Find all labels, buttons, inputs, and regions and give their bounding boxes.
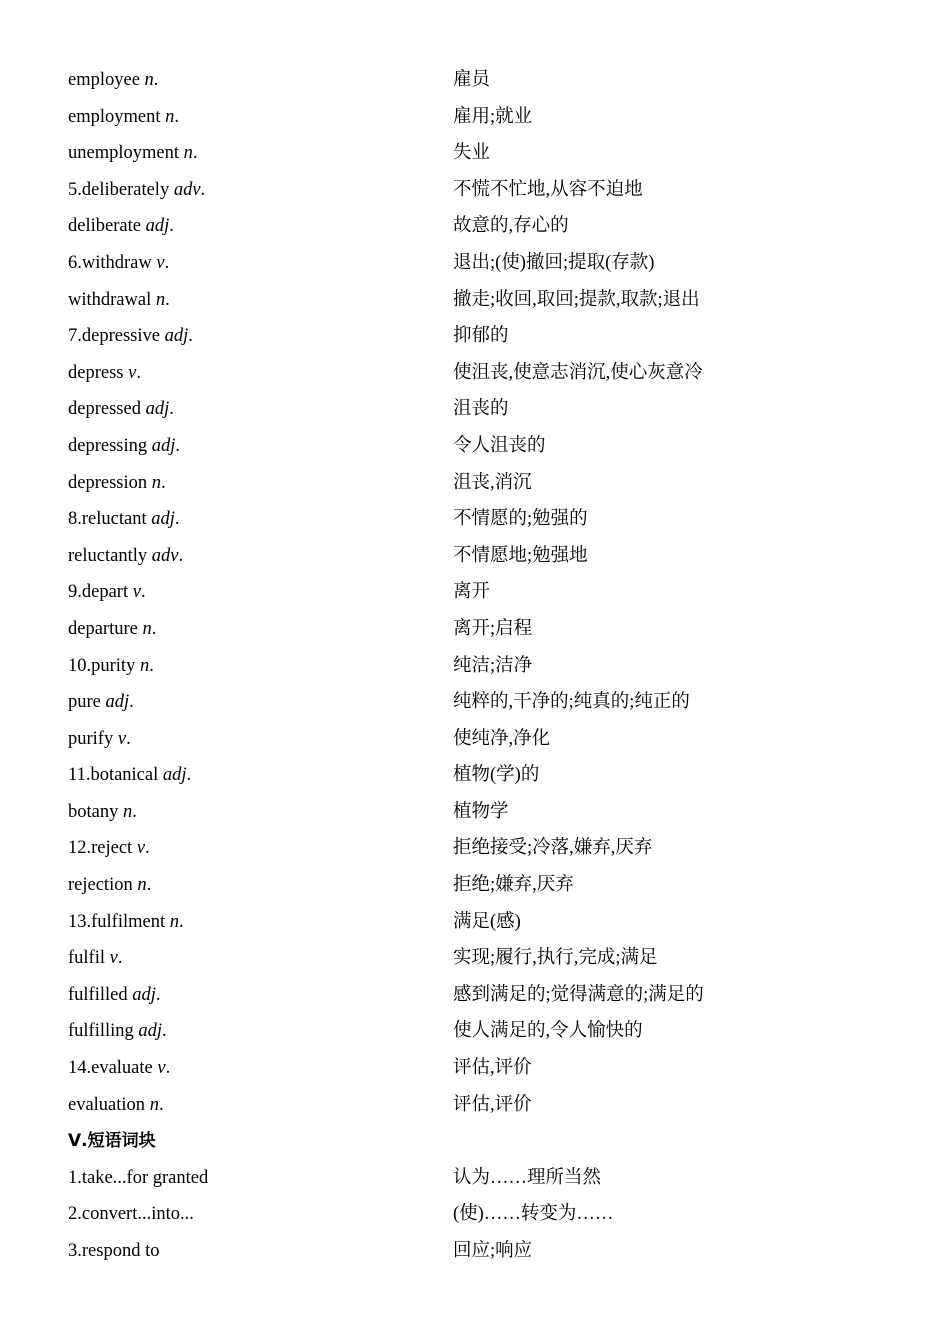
- word-meaning: 离开: [453, 582, 491, 603]
- word-entry: [0, 721, 950, 758]
- word-term: reluctantly adv.: [68, 545, 184, 566]
- word-meaning: 评估,评价: [453, 1058, 532, 1079]
- part-of-speech: adv: [173, 179, 201, 200]
- word-meaning: 雇员: [453, 70, 491, 90]
- word-entry: [0, 538, 950, 575]
- part-of-speech: adj: [164, 326, 189, 347]
- word-meaning: 不情愿的;勉强的: [453, 509, 588, 530]
- word-term: deliberate adj.: [68, 216, 174, 237]
- word-term: depressing adj.: [68, 435, 181, 456]
- word-term: 9.depart v.: [68, 582, 146, 603]
- part-of-speech: v: [128, 362, 137, 383]
- part-of-speech: adj: [162, 765, 187, 786]
- word-term: fulfilled adj.: [68, 984, 161, 1005]
- word-text: depressing: [68, 435, 152, 456]
- word-text: 13.fulfilment: [68, 911, 170, 932]
- word-text: 12.reject: [68, 838, 137, 859]
- word-meaning: 沮丧,消沉: [453, 472, 532, 493]
- word-text: withdrawal: [68, 289, 156, 310]
- part-of-speech: n: [122, 801, 133, 822]
- word-text: 9.depart: [68, 582, 133, 603]
- part-of-speech: n: [155, 289, 166, 310]
- part-of-speech: n: [151, 472, 161, 493]
- word-meaning: 使人满足的,令人愉快的: [453, 1021, 643, 1042]
- word-term: fulfilling adj.: [68, 1021, 167, 1042]
- word-term: fulfil v.: [68, 948, 123, 969]
- word-entry: [0, 62, 950, 99]
- part-of-speech: adj: [138, 1021, 163, 1042]
- word-meaning: 使纯净,净化: [453, 728, 551, 749]
- phrase-text: 1.take...for granted: [68, 1167, 209, 1188]
- word-text: 6.withdraw: [68, 252, 157, 273]
- word-term: 6.withdraw v.: [68, 252, 170, 273]
- word-entry: [0, 830, 950, 867]
- word-meaning: 令人沮丧的: [453, 435, 546, 456]
- word-meaning: 使沮丧,使意志消沉,使心灰意冷: [453, 362, 703, 383]
- word-term: unemployment n.: [68, 143, 198, 164]
- word-entry: [0, 172, 950, 209]
- phrase-text: 3.respond to: [68, 1241, 160, 1261]
- word-entry: [0, 648, 950, 685]
- word-term: evaluation n.: [68, 1094, 164, 1115]
- word-entry: [0, 282, 950, 319]
- part-of-speech: v: [136, 838, 146, 859]
- word-text: depress: [68, 362, 129, 383]
- word-term: 13.fulfilment n.: [68, 911, 184, 932]
- word-meaning: 拒绝接受;冷落,嫌弃,厌弃: [453, 838, 653, 859]
- part-of-speech: adj: [145, 399, 170, 420]
- word-term: 11.botanical adj.: [68, 765, 192, 786]
- word-entry: [0, 574, 950, 611]
- word-meaning: 故意的,存心的: [453, 216, 569, 237]
- word-text: 7.depressive: [68, 326, 165, 347]
- part-of-speech: n: [139, 655, 150, 676]
- word-meaning: 纯粹的,干净的;纯真的;纯正的: [453, 692, 690, 713]
- word-term: withdrawal n.: [68, 289, 170, 310]
- word-text: evaluation: [68, 1094, 150, 1115]
- part-of-speech: adj: [151, 435, 176, 456]
- word-text: unemployment: [68, 143, 184, 164]
- word-meaning: 失业: [453, 143, 491, 164]
- part-of-speech: n: [142, 618, 152, 639]
- word-entry: [0, 245, 950, 282]
- part-of-speech: adj: [105, 692, 130, 713]
- word-meaning: 感到满足的;觉得满意的;满足的: [453, 984, 704, 1005]
- part-of-speech: v: [157, 1058, 166, 1079]
- word-entry: [0, 1013, 950, 1050]
- word-text: fulfilling: [68, 1021, 139, 1042]
- part-of-speech: n: [169, 911, 179, 932]
- word-text: employment: [68, 106, 166, 127]
- word-meaning: 不慌不忙地,从容不迫地: [453, 179, 643, 200]
- word-entry: [0, 465, 950, 502]
- part-of-speech: adv: [151, 545, 179, 566]
- word-text: departure: [68, 618, 143, 639]
- word-term: 7.depressive adj.: [68, 326, 193, 347]
- word-text: fulfil: [68, 948, 110, 969]
- word-meaning: 沮丧的: [453, 399, 509, 420]
- part-of-speech: v: [117, 728, 127, 749]
- word-term: employee n.: [68, 70, 159, 90]
- word-text: 8.reluctant: [68, 509, 152, 530]
- word-text: 11.botanical: [68, 765, 163, 786]
- word-meaning: 实现;履行,执行,完成;满足: [453, 948, 658, 969]
- phrase-meaning: 认为……理所当然: [453, 1167, 602, 1188]
- word-entry: [0, 355, 950, 392]
- word-list: [0, 62, 950, 1123]
- word-term: purify v.: [68, 728, 131, 749]
- word-text: botany: [68, 801, 123, 822]
- word-term: depress v.: [68, 362, 141, 383]
- vocabulary-page: [0, 62, 950, 1270]
- word-entry: [0, 940, 950, 977]
- word-entry: [0, 208, 950, 245]
- word-meaning: 拒绝;嫌弃,厌弃: [453, 875, 574, 896]
- word-entry: [0, 1050, 950, 1087]
- phrase-meaning: 回应;响应: [453, 1241, 533, 1261]
- word-meaning: 满足(感): [453, 911, 521, 932]
- word-entry: [0, 391, 950, 428]
- part-of-speech: v: [132, 582, 141, 603]
- word-text: purify: [68, 728, 118, 749]
- word-meaning: 雇用;就业: [453, 106, 533, 127]
- word-text: employee: [68, 70, 145, 90]
- word-term: 8.reluctant adj.: [68, 509, 180, 530]
- phrase-text: 2.convert...into...: [68, 1204, 194, 1225]
- phrase-list: [0, 1160, 950, 1270]
- word-entry: [0, 99, 950, 136]
- word-term: rejection n.: [68, 875, 152, 896]
- word-term: depressed adj.: [68, 399, 174, 420]
- word-meaning: 植物学: [453, 801, 509, 822]
- word-text: deliberate: [68, 216, 146, 237]
- part-of-speech: n: [149, 1094, 159, 1115]
- word-term: departure n.: [68, 618, 157, 639]
- word-term: employment n.: [68, 106, 179, 127]
- word-text: rejection: [68, 875, 138, 896]
- word-entry: [0, 757, 950, 794]
- word-term: 5.deliberately adv.: [68, 179, 206, 200]
- word-text: depression: [68, 472, 152, 493]
- word-entry: [0, 794, 950, 831]
- word-entry: [0, 977, 950, 1014]
- word-entry: [0, 501, 950, 538]
- word-text: 14.evaluate: [68, 1058, 158, 1079]
- word-term: 12.reject v.: [68, 838, 150, 859]
- word-meaning: 退出;(使)撤回;提取(存款): [453, 252, 655, 273]
- word-entry: [0, 318, 950, 355]
- part-of-speech: adj: [151, 509, 175, 530]
- part-of-speech: n: [165, 106, 175, 127]
- word-entry: [0, 428, 950, 465]
- word-text: depressed: [68, 399, 146, 420]
- word-entry: [0, 135, 950, 172]
- word-term: pure adj.: [68, 692, 134, 713]
- word-meaning: 离开;启程: [453, 618, 533, 639]
- phrase-meaning: (使)……转变为……: [453, 1204, 614, 1225]
- word-text: pure: [68, 692, 106, 713]
- part-of-speech: n: [183, 143, 193, 164]
- word-meaning: 撤走;收回,取回;提款,取款;退出: [453, 289, 700, 310]
- word-term: 14.evaluate v.: [68, 1058, 171, 1079]
- word-meaning: 抑郁的: [453, 326, 509, 347]
- part-of-speech: adj: [145, 216, 170, 237]
- word-entry: [0, 684, 950, 721]
- word-meaning: 植物(学)的: [453, 765, 540, 786]
- part-of-speech: n: [144, 70, 154, 90]
- word-entry: [0, 611, 950, 648]
- section-title: Ⅴ.短语词块: [68, 1131, 156, 1152]
- word-meaning: 不情愿地;勉强地: [453, 545, 588, 566]
- word-entry: [0, 1087, 950, 1124]
- word-term: botany n.: [68, 801, 137, 822]
- word-meaning: 评估,评价: [453, 1094, 532, 1115]
- word-entry: [0, 904, 950, 941]
- phrase-entry: [0, 1233, 950, 1270]
- section-header: [0, 1123, 950, 1160]
- phrase-entry: [0, 1196, 950, 1233]
- word-term: 10.purity n.: [68, 655, 154, 676]
- word-text: reluctantly: [68, 545, 152, 566]
- part-of-speech: v: [109, 948, 118, 969]
- part-of-speech: n: [137, 875, 147, 896]
- phrase-entry: [0, 1160, 950, 1197]
- word-entry: [0, 867, 950, 904]
- part-of-speech: adj: [132, 984, 156, 1005]
- part-of-speech: v: [156, 252, 165, 273]
- word-text: 5.deliberately: [68, 179, 174, 200]
- word-text: fulfilled: [68, 984, 133, 1005]
- word-meaning: 纯洁;洁净: [453, 655, 533, 676]
- word-text: 10.purity: [68, 655, 140, 676]
- word-term: depression n.: [68, 472, 166, 493]
